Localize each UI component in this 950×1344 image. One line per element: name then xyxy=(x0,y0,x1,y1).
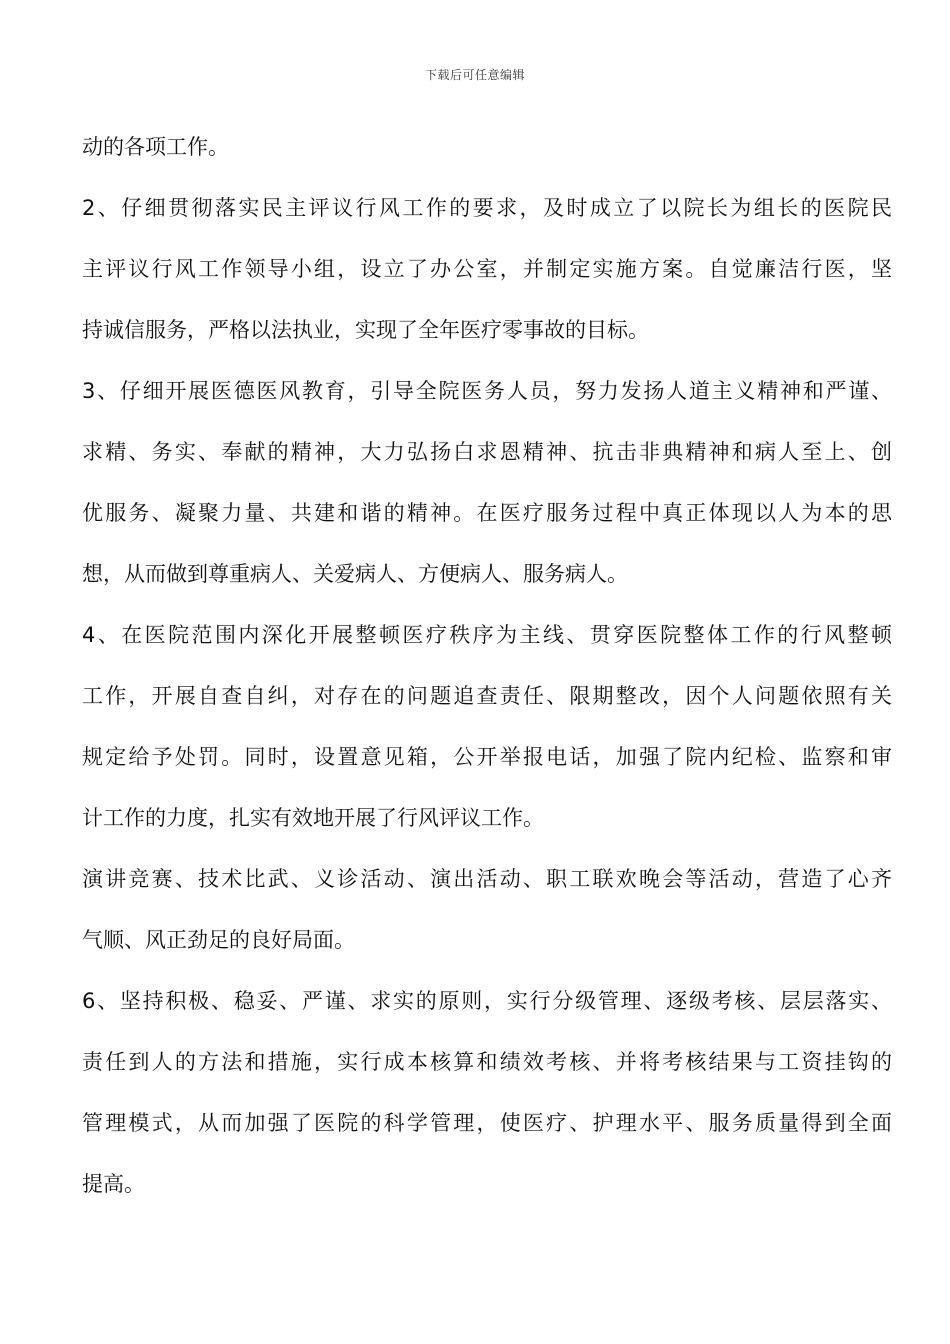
text-line: 管理模式，从而加强了医院的科学管理，使医疗、护理水平、服务质量得到全面 xyxy=(82,1111,892,1135)
text-line: 责任到人的方法和措施，实行成本核算和绩效考核、并将考核结果与工资挂钩的 xyxy=(82,1050,892,1074)
text-line: 求精、务实、奉献的精神，大力弘扬白求恩精神、抗击非典精神和病人至上、创 xyxy=(82,440,892,464)
text-line: 规定给予处罚。同时，设置意见箱，公开举报电话，加强了院内纪检、监察和审 xyxy=(82,745,892,769)
text-line: 计工作的力度，扎实有效地开展了行风评议工作。 xyxy=(82,806,544,830)
text-line: 4、在医院范围内深化开展整顿医疗秩序为主线、贯穿医院整体工作的行风整顿 xyxy=(82,623,892,647)
text-line: 3、仔细开展医德医风教育，引导全院医务人员，努力发扬人道主义精神和严谨、 xyxy=(82,379,892,403)
document-body xyxy=(82,117,892,1215)
text-line: 提高。 xyxy=(82,1172,145,1196)
text-line: 主评议行风工作领导小组，设立了办公室，并制定实施方案。自觉廉洁行医，坚 xyxy=(82,257,892,281)
text-line: 持诚信服务，严格以法执业，实现了全年医疗零事故的目标。 xyxy=(82,318,649,342)
page-header: 下载后可任意编辑 xyxy=(424,68,525,82)
text-line: 2、仔细贯彻落实民主评议行风工作的要求，及时成立了以院长为组长的医院民 xyxy=(82,196,892,220)
text-line: 工作，开展自查自纠，对存在的问题追查责任、限期整改，因个人问题依照有关 xyxy=(82,684,892,708)
text-line: 6、坚持积极、稳妥、严谨、求实的原则，实行分级管理、逐级考核、层层落实、 xyxy=(82,989,892,1013)
text-line: 优服务、凝聚力量、共建和谐的精神。在医疗服务过程中真正体现以人为本的思 xyxy=(82,501,892,525)
text-line: 气顺、风正劲足的良好局面。 xyxy=(82,928,355,952)
text-line: 演讲竞赛、技术比武、义诊活动、演出活动、职工联欢晚会等活动，营造了心齐 xyxy=(82,867,892,891)
text-line: 想，从而做到尊重病人、关爱病人、方便病人、服务病人。 xyxy=(82,562,628,586)
text-line: 动的各项工作。 xyxy=(82,135,229,159)
